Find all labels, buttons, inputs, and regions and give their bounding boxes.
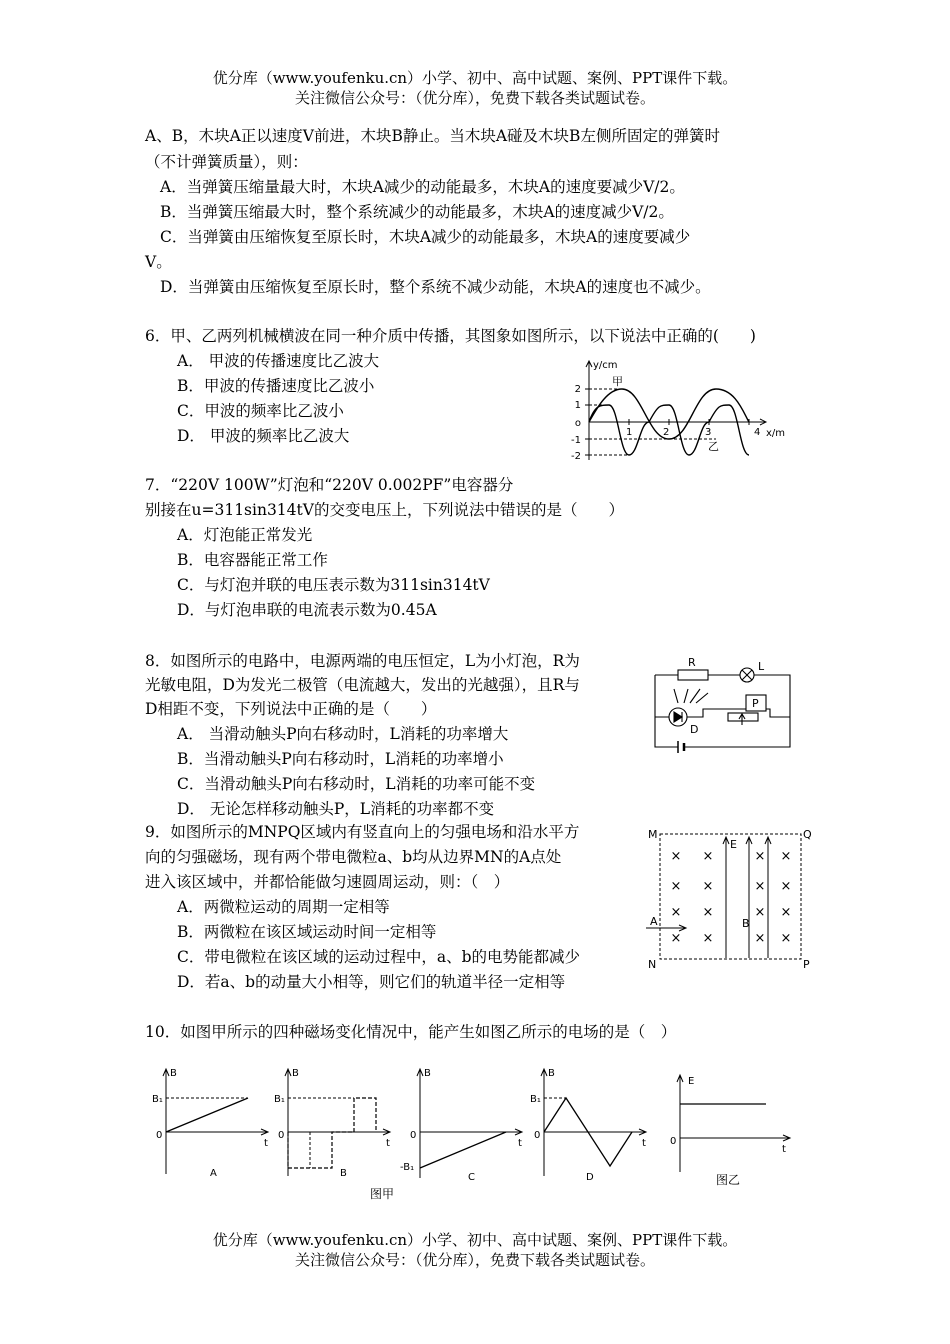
q6-option-d: D． 甲波的频率比乙波大 (177, 427, 350, 445)
q9-cross: × (670, 931, 682, 946)
q6-tick-x4: 4 (754, 427, 761, 438)
q9-label-q: Q (803, 828, 812, 841)
q10-c-mb1-label: -B₁ (400, 1162, 415, 1173)
q6-option-a: A． 甲波的传播速度比乙波大 (177, 352, 380, 370)
q5-option-c: C．当弹簧由压缩恢复至原长时，木块A减少的动能最多，木块A的速度要减少 (160, 228, 691, 246)
q8-light-arrow (674, 689, 678, 703)
q6-tick-y2: 2 (574, 384, 581, 395)
q8-stem-2: 光敏电阻，D为发光二极管（电流越大，发出的光越强），且R与 (145, 676, 580, 694)
q10-yi-zero: 0 (670, 1136, 677, 1147)
q10-caption-yi: 图乙 (716, 1173, 741, 1187)
q5-option-b: B．当弹簧压缩最大时，整个系统减少的动能最多，木块A的速度减少V/2。 (160, 203, 674, 221)
header-line-1: 优分库（www.youfenku.cn）小学、初中、高中试题、案例、PPT课件下载。 (212, 69, 738, 87)
q10-caption-c: C (468, 1172, 475, 1183)
q6-y-label: y/cm (593, 360, 618, 371)
q6-wave-figure (568, 356, 800, 464)
q6-stem: 6．甲、乙两列机械横波在同一种介质中传播，其图象如图所示，以下说法中正确的( ) (145, 327, 756, 345)
q8-label-l: L (758, 660, 765, 673)
q9-cross: × (780, 931, 792, 946)
q10-d-b-label: B (548, 1068, 555, 1079)
q10-caption-a: A (210, 1168, 217, 1179)
q8-option-a: A． 当滑动触头P向右移动时，L消耗的功率增大 (177, 725, 509, 743)
q6-option-b: B．甲波的传播速度比乙波小 (177, 377, 375, 395)
q6-option-c: C．甲波的频率比乙波小 (177, 402, 344, 420)
q9-cross: × (702, 905, 714, 920)
q9-cross: × (780, 849, 792, 864)
q9-cross: × (754, 931, 766, 946)
q8-label-p: P (752, 697, 759, 710)
q9-label-e: E (730, 838, 737, 851)
q6-label-yi: 乙 (708, 440, 719, 453)
q9-cross: × (780, 905, 792, 920)
q7-option-a: A．灯泡能正常发光 (177, 526, 313, 544)
q9-cross: × (670, 905, 682, 920)
q10-caption-b: B (340, 1168, 347, 1179)
q10-yi-e-label: E (688, 1076, 695, 1087)
q9-cross: × (670, 849, 682, 864)
q9-cross: × (702, 849, 714, 864)
q7-option-c: C．与灯泡并联的电压表示数为311sin314tV (177, 576, 490, 594)
q9-cross: × (702, 931, 714, 946)
q5-stem-2: （不计弹簧质量），则： (145, 153, 308, 171)
q10-a-b1-label: B₁ (152, 1094, 163, 1105)
q6-tick-x2: 2 (663, 427, 670, 438)
q10-graph-b (285, 1069, 390, 1176)
footer-line-1: 优分库（www.youfenku.cn）小学、初中、高中试题、案例、PPT课件下载。 (212, 1231, 738, 1249)
q9-cross: × (754, 849, 766, 864)
q10-d-b1-label: B₁ (530, 1094, 541, 1105)
q9-cross: × (754, 905, 766, 920)
q9-field-figure (646, 824, 816, 974)
q10-a-b-label: B (170, 1068, 177, 1079)
q9-label-n: N (648, 958, 657, 971)
q10-b-zero: 0 (278, 1130, 285, 1141)
q10-c-zero: 0 (410, 1130, 417, 1141)
q6-tick-y1: 1 (574, 400, 581, 411)
q6-tick-x1: 1 (626, 427, 633, 438)
q8-rheostat (728, 713, 758, 721)
q10-graph-yi (677, 1075, 790, 1172)
q6-label-jia: 甲 (612, 375, 623, 388)
q9-stem-3: 进入该区域中，并都恰能做匀速圆周运动，则：（ ） (145, 873, 510, 891)
q10-graph-a (163, 1069, 268, 1174)
q9-label-m: M (648, 828, 658, 841)
q9-stem-1: 9．如图所示的MNPQ区域内有竖直向上的匀强电场和沿水平方 (145, 823, 580, 841)
q10-b-b-label: B (292, 1068, 299, 1079)
q10-c-b-label: B (424, 1068, 431, 1079)
q10-a-t-label: t (264, 1138, 268, 1149)
q6-tick-origin: o (574, 418, 581, 429)
q8-option-c: C．当滑动触头P向右移动时，L消耗的功率可能不变 (177, 775, 536, 793)
q10-caption-d: D (586, 1172, 594, 1183)
q8-option-b: B．当滑动触头P向右移动时，L消耗的功率增小 (177, 750, 504, 768)
q7-stem-2: 别接在u=311sin314tV的交变电压上，下列说法中错误的是（ ） (145, 501, 624, 519)
q5-option-a: A．当弹簧压缩量最大时，木块A减少的动能最多，木块A的速度要减少V/2。 (160, 178, 685, 196)
q10-graph-c (417, 1069, 522, 1178)
q7-option-b: B．电容器能正常工作 (177, 551, 328, 569)
q9-label-p: P (803, 958, 810, 971)
q7-stem-1: 7．“220V 100W”灯泡和“220V 0.002PF”电容器分 (145, 476, 514, 494)
q9-option-b: B．两微粒在该区域运动时间一定相等 (177, 923, 437, 941)
q6-tick-ym1: -1 (571, 435, 581, 446)
q9-cross: × (780, 879, 792, 894)
q9-stem-2: 向的匀强磁场，现有两个带电微粒a、b均从边界MN的A点处 (145, 848, 562, 866)
q10-yi-t-label: t (782, 1144, 786, 1155)
q6-tick-ym2: -2 (571, 451, 581, 462)
q5-stem-1: A、B，木块A正以速度V前进，木块B静止。当木块A碰及木块B左侧所固定的弹簧时 (145, 127, 720, 145)
header-line-2: 关注微信公众号：（优分库），免费下载各类试题试卷。 (294, 89, 655, 107)
q8-label-d: D (690, 723, 699, 736)
q9-cross: × (670, 879, 682, 894)
q8-label-r: R (688, 656, 696, 669)
q10-b-t-label: t (386, 1138, 390, 1149)
q10-stem: 10．如图甲所示的四种磁场变化情况中，能产生如图乙所示的电场的是（ ） (145, 1023, 677, 1041)
q9-option-d: D．若a、b的动量大小相等，则它们的轨道半径一定相等 (177, 973, 566, 991)
q10-d-t-label: t (642, 1138, 646, 1149)
q10-a-zero: 0 (156, 1130, 163, 1141)
q9-label-a: A (650, 915, 658, 928)
q10-figure (140, 1064, 800, 1206)
q8-stem-1: 8．如图所示的电路中，电源两端的电压恒定，L为小灯泡，R为 (145, 652, 580, 670)
q8-resistor-r (678, 670, 708, 680)
q10-graph-d (541, 1069, 646, 1176)
q9-cross: × (702, 879, 714, 894)
q9-option-a: A．两微粒运动的周期一定相等 (177, 898, 390, 916)
q5-option-d: D．当弹簧由压缩恢复至原长时，整个系统不减少动能，木块A的速度也不减少。 (160, 278, 711, 296)
q5-option-c-cont: V。 (145, 253, 172, 271)
q10-caption-jia: 图甲 (370, 1187, 395, 1201)
q8-circuit-figure (650, 655, 798, 759)
q7-option-d: D．与灯泡串联的电流表示数为0.45A (177, 601, 437, 619)
q9-option-c: C．带电微粒在该区域的运动过程中，a、b的电势能都减少 (177, 948, 581, 966)
q9-cross: × (754, 879, 766, 894)
q9-label-b: B (742, 917, 750, 930)
q6-tick-x3: 3 (705, 427, 712, 438)
q8-stem-3: D相距不变，下列说法中正确的是（ ） (145, 700, 437, 718)
q10-d-zero: 0 (534, 1130, 541, 1141)
q10-b-b1-label: B₁ (274, 1094, 285, 1105)
q8-option-d: D． 无论怎样移动触头P，L消耗的功率都不变 (177, 800, 495, 818)
footer-line-2: 关注微信公众号：（优分库），免费下载各类试题试卷。 (294, 1251, 655, 1269)
q10-c-t-label: t (518, 1138, 522, 1149)
q6-x-label: x/m (766, 428, 786, 439)
